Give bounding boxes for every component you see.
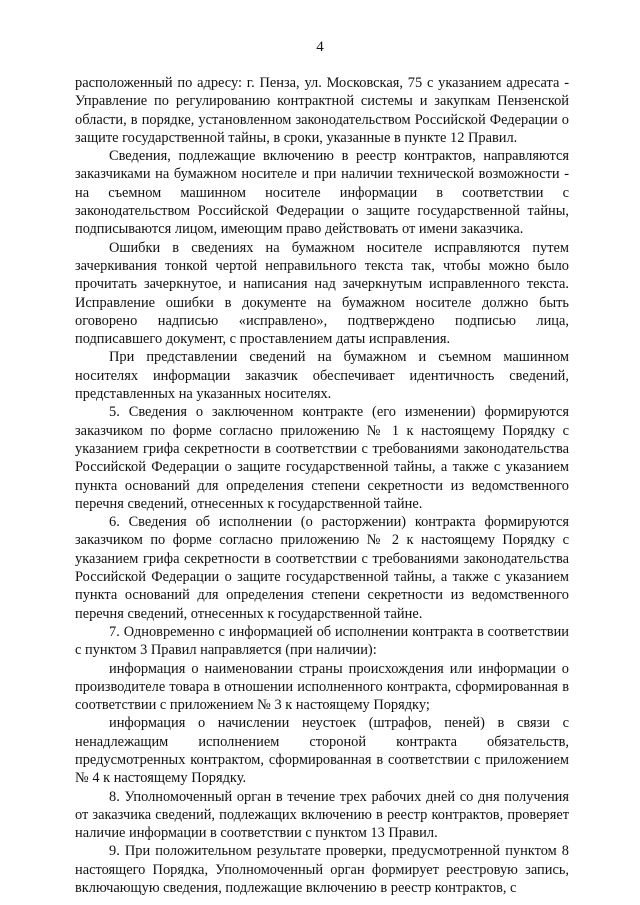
paragraph-7: 7. Одновременно с информацией об исполнении контракта в соответствии с пунктом 3 Правил направляется (при наличии): <box>75 623 569 659</box>
paragraph-2: Сведения, подлежащие включению в реестр контрактов, направляются заказчиками на бумажном носителе и при наличии технической возможности - на съемном машинном носителе информации в соответствии с законодательством Российской Федерации о защите государственной тайны, подписываются лицом, имеющим право действовать от имени заказчика. <box>75 148 569 238</box>
document-body <box>75 74 569 897</box>
paragraph-11: 9. При положительном результате проверки, предусмотренной пунктом 8 настоящего Порядка, Уполномоченный орган формирует реестровую запись, включающую сведения, подлежащие включению в реестр контрактов, с <box>75 843 569 897</box>
paragraph-4: При представлении сведений на бумажном и съемном машинном носителях информации заказчик обеспечивает идентичность сведений, представленных на указанных носителях. <box>75 349 569 403</box>
paragraph-6: 6. Сведения об исполнении (о расторжении) контракта формируются заказчиком по форме согласно приложению № 2 к настоящему Порядку с указанием грифа секретности в соответствии с требованиями законодательства Российской Федерации о защите государственной тайны, а также с указанием пункта оснований для определения степени секретности из ведомственного перечня сведений, отнесенных к государственной тайне. <box>75 514 569 622</box>
paragraph-1: расположенный по адресу: г. Пенза, ул. Московская, 75 с указанием адресата - Управление по регулированию контрактной системы и закупкам Пензенской области, в порядке, установленном законодательством Российской Федерации о защите государственной тайны, в сроки, указанные в пункте 12 Правил. <box>75 75 569 146</box>
paragraph-5: 5. Сведения о заключенном контракте (его изменении) формируются заказчиком по форме согласно приложению № 1 к настоящему Порядку с указанием грифа секретности в соответствии с требованиями законодательства Российской Федерации о защите государственной тайны, а также с указанием пункта оснований для определения степени секретности из ведомственного перечня сведений, отнесенных к государственной тайне. <box>75 404 569 512</box>
paragraph-9: информация о начислении неустоек (штрафов, пеней) в связи с ненадлежащим исполнением стороной контракта обязательств, предусмотренных контрактом, сформированная в соответствии с приложением № 4 к настоящему Порядку. <box>75 715 569 787</box>
paragraph-10: 8. Уполномоченный орган в течение трех рабочих дней со дня получения от заказчика сведений, подлежащих включению в реестр контрактов, проверяет наличие информации в соответствии с пунктом 13 Правил. <box>75 788 569 842</box>
page-number: 4 <box>316 39 324 55</box>
paragraph-3: Ошибки в сведениях на бумажном носителе исправляются путем зачеркивания тонкой чертой неправильного текста так, чтобы можно было прочитать зачеркнутое, и написания над зачеркнутым исправленного текста. Исправление ошибки в документе на бумажном носителе должно быть оговорено надписью «исправлено», подтверждено подписью лица, подписавшего документ, с проставлением даты исправления. <box>75 239 569 348</box>
paragraph-8: информация о наименовании страны происхождения или информации о производителе товара в отношении исполненного контракта, сформированная в соответствии с приложением № 3 к настоящему Порядку; <box>75 660 569 714</box>
